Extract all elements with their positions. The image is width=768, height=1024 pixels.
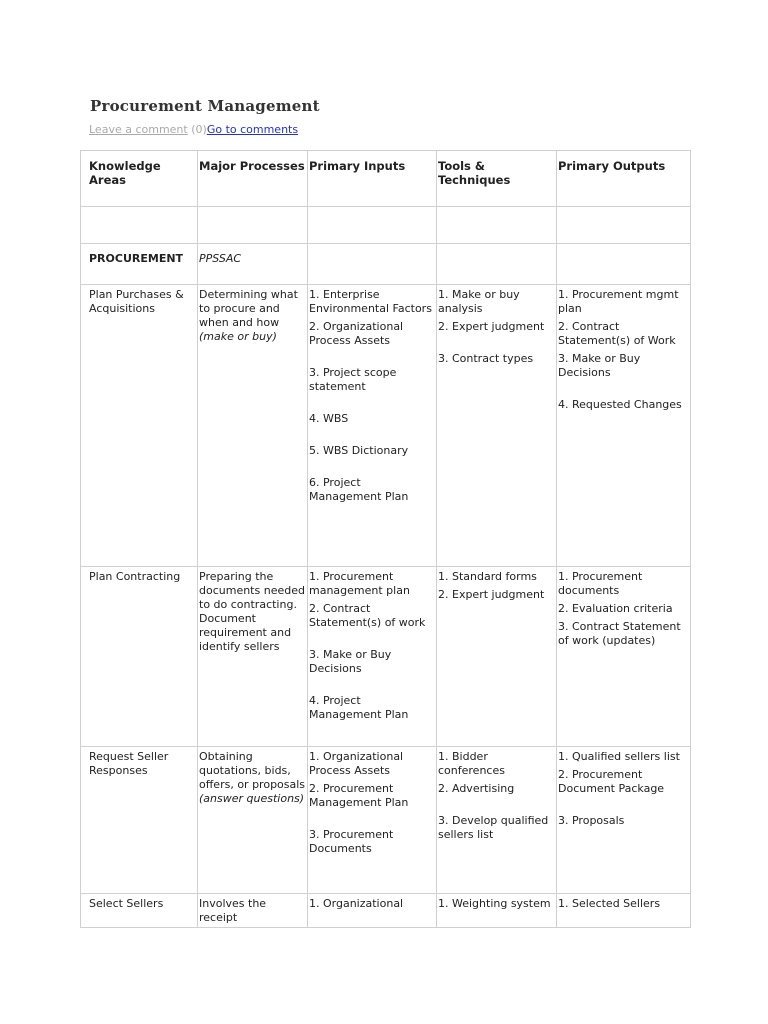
list-item: 1. Procurement mgmt plan	[558, 288, 679, 315]
list-item: 4. Requested Changes	[558, 398, 682, 411]
list-item: 3. Project scope statement	[309, 366, 397, 393]
tools-cell	[437, 894, 557, 928]
table-header-row	[81, 151, 691, 207]
major-process-cell	[198, 747, 308, 894]
primary-outputs-cell	[557, 567, 691, 747]
process-text: Involves the receipt	[199, 897, 267, 924]
list-item: 2. Organizational Process Assets	[309, 320, 404, 347]
list-item: 4. Project Management Plan	[309, 694, 409, 721]
list-item: 1. Enterprise Environmental Factors	[309, 288, 432, 315]
process-text: Obtaining quotations, bids, offers, or proposals	[199, 750, 306, 791]
page-title: Procurement Management	[90, 97, 320, 115]
list-item: 3. Contract Statement of work (updates)	[558, 620, 681, 647]
list-item: 3. Proposals	[558, 814, 625, 827]
list-item: 2. Contract Statement(s) of Work	[558, 320, 676, 347]
list-item: 3. Make or Buy Decisions	[309, 648, 392, 675]
list-item: 2. Evaluation criteria	[558, 602, 673, 615]
list-item: 2. Expert judgment	[438, 320, 545, 333]
procurement-label: PROCUREMENT	[81, 244, 198, 285]
process-text: Determining what to procure and when and how	[199, 288, 298, 329]
list-item: 1. Organizational	[309, 897, 404, 910]
comment-count: (0)	[191, 123, 207, 136]
knowledge-area-cell: Plan Contracting	[81, 567, 198, 747]
list-item: 5. WBS Dictionary	[309, 444, 409, 457]
process-note: (answer questions)	[199, 792, 305, 805]
procurement-row	[81, 244, 691, 285]
header-knowledge-areas: Knowledge Areas	[81, 151, 198, 207]
tools-cell	[437, 747, 557, 894]
list-item: 1. Bidder conferences	[438, 750, 505, 777]
comment-links	[89, 123, 298, 136]
major-process-cell	[198, 894, 308, 928]
primary-outputs-cell	[557, 285, 691, 567]
table-row	[81, 894, 691, 928]
table-row	[81, 567, 691, 747]
header-tools-techniques: Tools & Techniques	[437, 151, 557, 207]
procurement-acronym: PPSSAC	[198, 244, 308, 285]
list-item: 2. Procurement Document Package	[558, 768, 665, 795]
procurement-table	[80, 150, 691, 928]
list-item: 1. Organizational Process Assets	[309, 750, 404, 777]
list-item: 1. Make or buy analysis	[438, 288, 520, 315]
list-item: 3. Contract types	[438, 352, 534, 365]
table-row	[81, 747, 691, 894]
list-item: 3. Make or Buy Decisions	[558, 352, 641, 379]
header-primary-outputs: Primary Outputs	[557, 151, 691, 207]
primary-outputs-cell	[557, 894, 691, 928]
tools-cell	[437, 285, 557, 567]
list-item: 2. Contract Statement(s) of work	[309, 602, 426, 629]
tools-cell	[437, 567, 557, 747]
empty-row	[81, 207, 691, 244]
major-process-cell	[198, 567, 308, 747]
list-item: 1. Procurement management plan	[309, 570, 410, 597]
primary-inputs-cell	[308, 567, 437, 747]
list-item: 6. Project Management Plan	[309, 476, 409, 503]
go-to-comments-link[interactable]: Go to comments	[206, 123, 299, 136]
table-row	[81, 285, 691, 567]
leave-comment-link[interactable]: Leave a comment	[89, 123, 188, 136]
primary-inputs-cell	[308, 747, 437, 894]
list-item: 2. Procurement Management Plan	[309, 782, 409, 809]
list-item: 2. Advertising	[438, 782, 515, 795]
process-text: Preparing the documents needed to do contracting. Document requirement and identify sellers	[199, 570, 305, 653]
process-note: (make or buy)	[199, 330, 277, 343]
primary-outputs-cell	[557, 747, 691, 894]
header-primary-inputs: Primary Inputs	[308, 151, 437, 207]
list-item: 1. Qualified sellers list	[558, 750, 680, 763]
list-item: 1. Weighting system	[438, 897, 551, 910]
list-item: 4. WBS	[309, 412, 349, 425]
major-process-cell	[198, 285, 308, 567]
primary-inputs-cell	[308, 894, 437, 928]
list-item: 3. Develop qualified sellers list	[438, 814, 549, 841]
list-item: 2. Expert judgment	[438, 588, 545, 601]
list-item: 3. Procurement Documents	[309, 828, 394, 855]
header-major-processes: Major Processes	[198, 151, 308, 207]
list-item: 1. Selected Sellers	[558, 897, 661, 910]
knowledge-area-cell: Request Seller Responses	[81, 747, 198, 894]
knowledge-area-cell: Plan Purchases & Acquisitions	[81, 285, 198, 567]
list-item: 1. Procurement documents	[558, 570, 643, 597]
primary-inputs-cell	[308, 285, 437, 567]
list-item: 1. Standard forms	[438, 570, 537, 583]
knowledge-area-cell: Select Sellers	[81, 894, 198, 928]
